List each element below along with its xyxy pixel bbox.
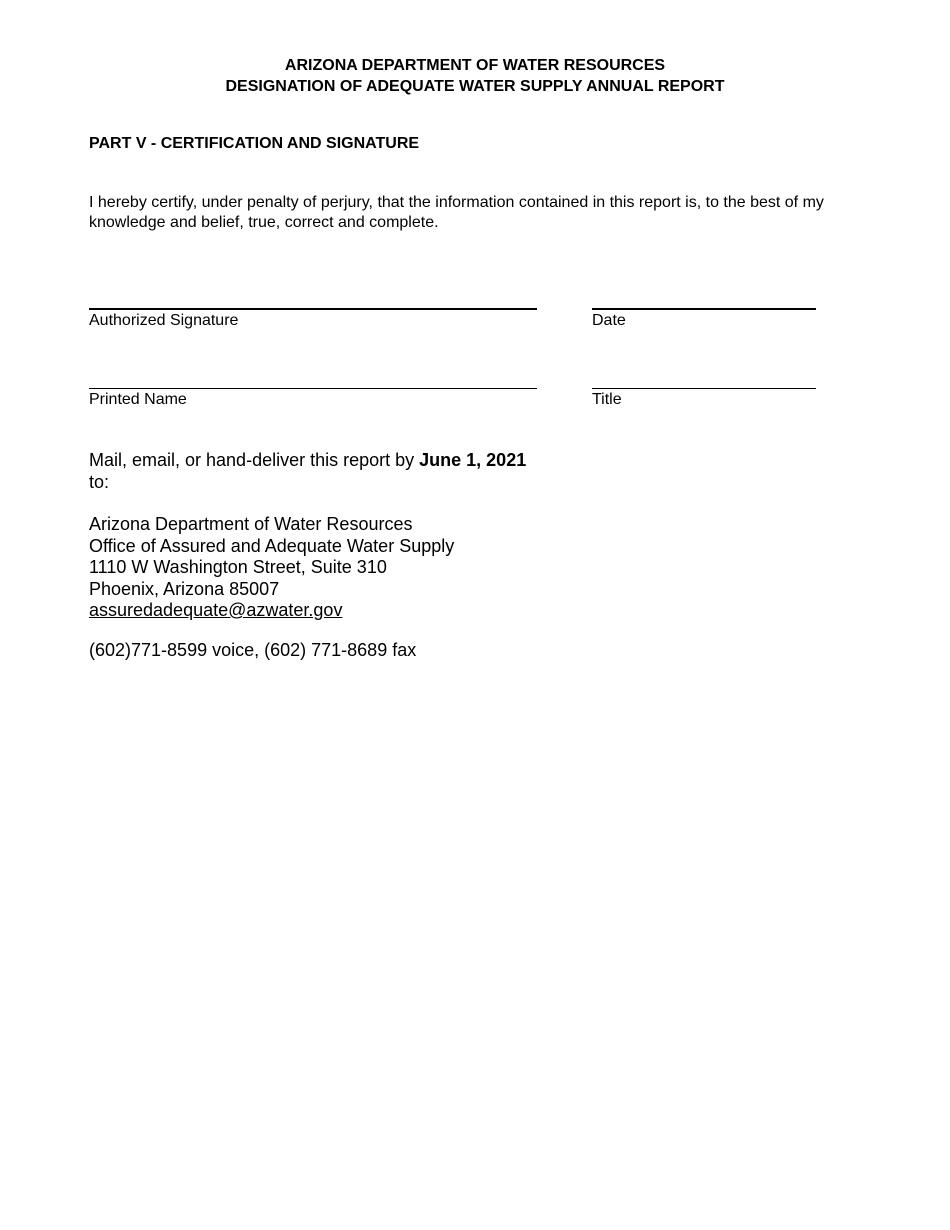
instructions-suffix: to: bbox=[89, 472, 110, 492]
header-report-title: DESIGNATION OF ADEQUATE WATER SUPPLY ANNUAL REPORT bbox=[225, 78, 725, 95]
printed-name-label: Printed Name bbox=[89, 391, 187, 408]
signature-label: Authorized Signature bbox=[89, 312, 239, 329]
contact-phone-fax: (602)771-8599 voice, (602) 771-8689 fax bbox=[89, 640, 417, 660]
email-link[interactable]: assuredadequate@azwater.gov bbox=[89, 600, 343, 620]
document-header bbox=[0, 55, 950, 97]
submission-instructions bbox=[89, 449, 559, 493]
address-street: 1110 W Washington Street, Suite 310 bbox=[89, 557, 387, 577]
address-office: Office of Assured and Adequate Water Supply bbox=[89, 535, 455, 556]
deadline-date: June 1, 2021 bbox=[419, 450, 527, 470]
part-heading: PART V - CERTIFICATION AND SIGNATURE bbox=[89, 135, 420, 152]
signature-line[interactable] bbox=[89, 308, 537, 310]
instructions-prefix: Mail, email, or hand-deliver this report by bbox=[89, 450, 420, 470]
date-line[interactable] bbox=[592, 308, 816, 310]
address-organization: Arizona Department of Water Resources bbox=[89, 514, 413, 534]
mailing-address bbox=[89, 514, 454, 622]
header-agency: ARIZONA DEPARTMENT OF WATER RESOURCES bbox=[284, 57, 666, 74]
title-label: Title bbox=[592, 391, 622, 408]
address-city: Phoenix, Arizona 85007 bbox=[89, 578, 280, 599]
certification-statement: I hereby certify, under penalty of perjury, that the information contained in this report is, to the best of my knowledge and belief, true, correct and complete. bbox=[89, 194, 824, 231]
printed-name-line[interactable] bbox=[89, 388, 537, 389]
date-label: Date bbox=[592, 312, 626, 329]
title-line[interactable] bbox=[592, 388, 816, 389]
